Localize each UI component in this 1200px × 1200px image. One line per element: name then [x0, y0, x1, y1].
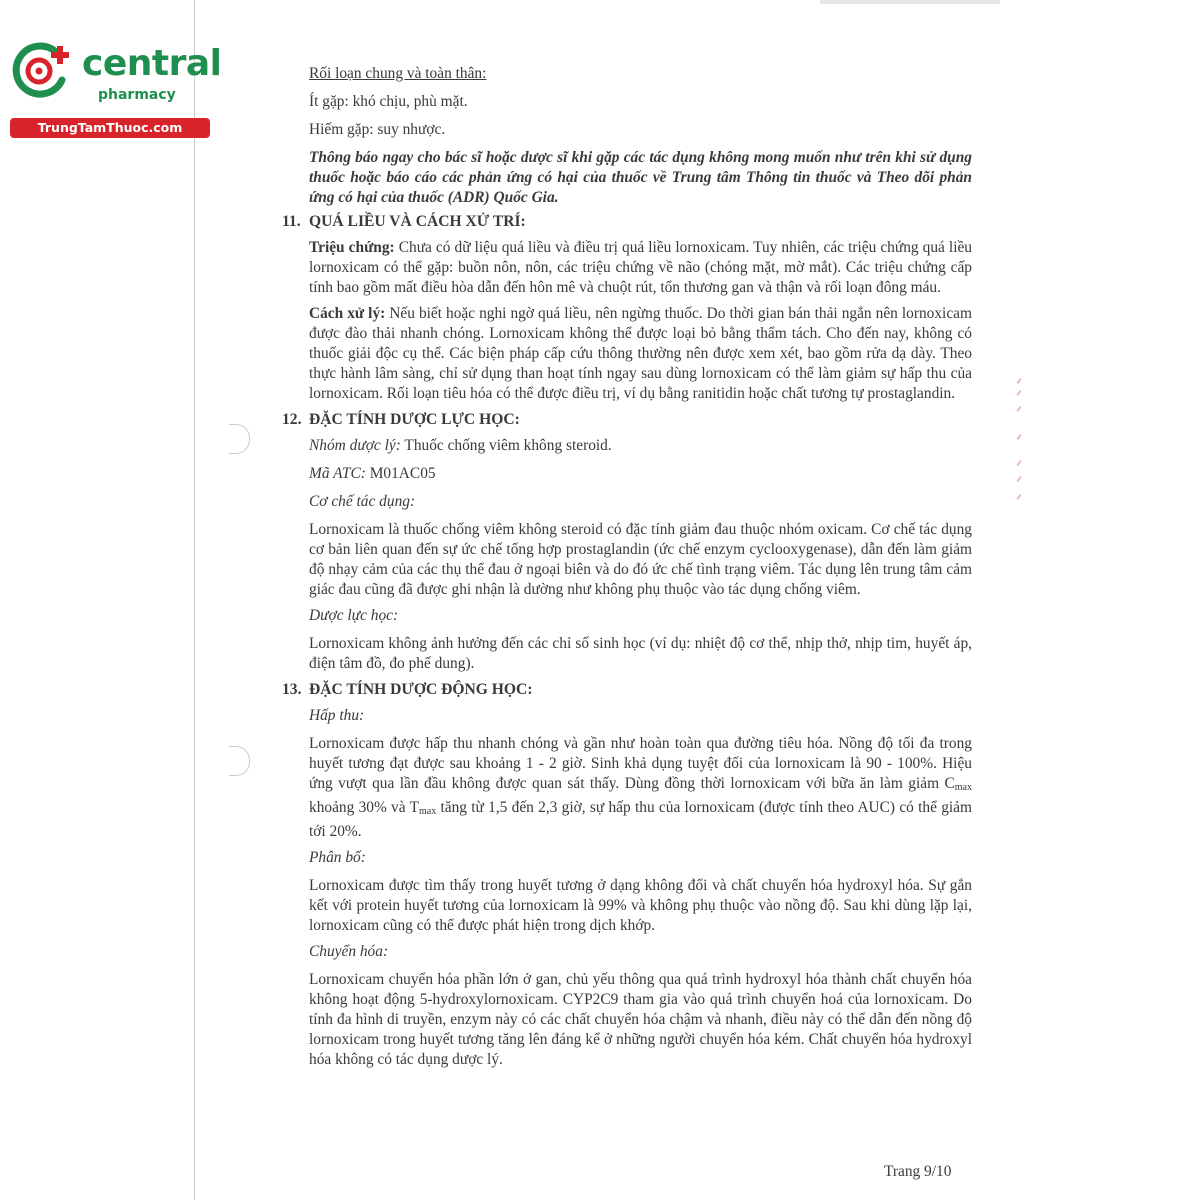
- atc-code: [309, 464, 972, 484]
- logo-banner: TrungTamThuoc.com: [10, 118, 210, 138]
- treatment-text: Nếu biết hoặc nghi ngờ quá liều, nên ngừng thuốc. Do thời gian bán thải ngắn nên lornoxicam được đào thải nhanh chóng. Lornoxicam không thể được loại bỏ bằng thẩm tách. Cho đến nay, không có thuốc giải độc cụ thể. Các biện pháp cấp cứu thông thường nên được xem xét, bao gồm rửa dạ dày. Theo thực hành lâm sàng, chỉ sử dụng than hoạt tính ngay sau dùng lornoxicam có thể làm giảm sự hấp thu của lornoxicam. Rối loạn tiêu hóa có thể được điều trị, ví dụ bằng ranitidin hoặc chất tương tự prostaglandin.: [309, 305, 972, 402]
- pharmacologic-group: [309, 436, 972, 456]
- section-number: 11.: [282, 213, 301, 230]
- scan-mark: [820, 0, 1000, 4]
- section-number: 13.: [282, 681, 302, 698]
- absorption-text: Lornoxicam được hấp thu nhanh chóng và gần như hoàn toàn qua đường tiêu hóa. Nồng độ tối đa trong huyết tương đạt được sau khoảng 1 - 2 giờ. Sinh khả dụng tuyệt đối của lornoxicam là 90 - 100%. Hiệu ứng vượt qua lần đầu không được quan sát thấy. Dùng đồng thời lornoxicam với bữa ăn làm giảm C: [309, 735, 972, 792]
- metabolism-paragraph: Lornoxicam chuyển hóa phần lớn ở gan, chủ yếu thông qua quá trình hydroxyl hóa thành chất chuyển hóa không hoạt động 5-hydroxylornoxicam. CYP2C9 tham gia vào quá trình chuyển hoá của lornoxicam. Do tính đa hình di truyền, enzym này có các chất chuyển hóa chậm và nhanh, điều này có thể dẫn đến nồng độ lornoxicam trong huyết tương tăng lên đáng kể ở những người chuyển hóa kém. Chất chuyển hóa hydroxyl hóa không có tác dụng dược lý.: [309, 971, 972, 1068]
- absorption-text: tăng từ 1,5 đến 2,3 giờ, sự hấp thu của lornoxicam (được tính theo AUC) có thể giảm tới 20%.: [309, 799, 972, 840]
- document-body: [282, 64, 972, 1076]
- subsection-heading: Hấp thu:: [309, 707, 365, 724]
- side-effect-line: Hiếm gặp: suy nhược.: [309, 121, 446, 138]
- central-logo-icon: [12, 40, 74, 102]
- section-11-body: [309, 238, 972, 404]
- treatment-label: Cách xử lý:: [309, 305, 386, 322]
- subscript: max: [954, 782, 972, 793]
- binder-hole: [229, 746, 250, 776]
- pharmacodynamics-paragraph: Lornoxicam không ảnh hưởng đến các chỉ số sinh học (ví dụ: nhiệt độ cơ thể, nhịp thở, nhịp tim, huyết áp, điện tâm đồ, đo phế dung).: [309, 635, 972, 672]
- section-title: ĐẶC TÍNH DƯỢC ĐỘNG HỌC:: [309, 681, 533, 698]
- absorption-text: khoảng 30% và T: [309, 799, 419, 816]
- central-pharmacy-logo[interactable]: [10, 38, 222, 138]
- adr-warning: Thông báo ngay cho bác sĩ hoặc dược sĩ khi gặp các tác dụng không mong muốn như trên khi sử dụng thuốc hoặc báo cáo các phản ứng có hại của thuốc về Trung tâm Thông tin thuốc và Theo dõi phản ứng có hại của thuốc (ADR) Quốc Gia.: [309, 149, 972, 206]
- subsection-heading: Dược lực học:: [309, 607, 399, 624]
- symptoms-paragraph: [309, 238, 972, 298]
- subsection-heading: Rối loạn chung và toàn thân:: [309, 65, 487, 82]
- side-effect-line: Ít gặp: khó chịu, phù mặt.: [309, 93, 468, 110]
- atc-label: Mã ATC:: [309, 465, 366, 482]
- treatment-paragraph: [309, 304, 972, 404]
- group-value: Thuốc chống viêm không steroid.: [404, 437, 612, 454]
- absorption-paragraph: [309, 734, 972, 842]
- section-13-body: [309, 706, 972, 1070]
- section-12-heading: [282, 410, 972, 430]
- section-title: ĐẶC TÍNH DƯỢC LỰC HỌC:: [309, 411, 520, 428]
- subscript: max: [418, 806, 437, 817]
- distribution-paragraph: Lornoxicam được tìm thấy trong huyết tương ở dạng không đổi và chất chuyển hóa hydroxyl hóa. Sự gắn kết với protein huyết tương của lornoxicam là 99% và không phụ thuộc vào nồng độ. Sau khi dùng lặp lại, lornoxicam cũng có thể được phát hiện trong dịch khớp.: [309, 877, 972, 934]
- section-title: QUÁ LIỀU VÀ CÁCH XỬ TRÍ:: [309, 213, 526, 230]
- page-number: Trang 9/10: [884, 1163, 952, 1180]
- section-12-body: [309, 436, 972, 674]
- stamp-marks: [1012, 378, 1026, 508]
- atc-value: M01AC05: [369, 465, 436, 482]
- section-number: 12.: [282, 411, 302, 428]
- section-11-heading: [282, 212, 972, 232]
- logo-subtitle: pharmacy: [98, 87, 176, 103]
- subsection-heading: Phân bố:: [309, 849, 366, 866]
- symptoms-text: Chưa có dữ liệu quá liều và điều trị quá liều lornoxicam. Tuy nhiên, các triệu chứng quá liều lornoxicam có thể gặp: buồn nôn, nôn, các triệu chứng về não (chóng mặt, mờ mắt). Các triệu chứng cấp tính bao gồm mất điều hòa dẫn đến hôn mê và chuột rút, tổn thương gan và thận và rối loạn đông máu.: [309, 239, 972, 296]
- general-disorders-block: [309, 64, 972, 208]
- subsection-heading: Chuyển hóa:: [309, 943, 389, 960]
- section-13-heading: [282, 680, 972, 700]
- mechanism-paragraph: Lornoxicam là thuốc chống viêm không steroid có đặc tính giảm đau thuộc nhóm oxicam. Cơ chế tác dụng cơ bản liên quan đến sự ức chế tổng hợp prostaglandin (ức chế enzym cyclooxygenase), dẫn đến làm giảm độ nhạy cảm của các thụ thể đau ở ngoại biên và do đó ức chế tình trạng viêm. Tác dụng lên trung tâm cảm giác đau cũng đã được ghi nhận là dường như không phụ thuộc vào tác dụng chống viêm.: [309, 521, 972, 598]
- binder-hole: [229, 424, 250, 454]
- subsection-heading: Cơ chế tác dụng:: [309, 493, 416, 510]
- logo-name: central: [82, 43, 222, 84]
- symptoms-label: Triệu chứng:: [309, 239, 395, 256]
- page-edge-line: [194, 0, 195, 1200]
- group-label: Nhóm dược lý:: [309, 437, 401, 454]
